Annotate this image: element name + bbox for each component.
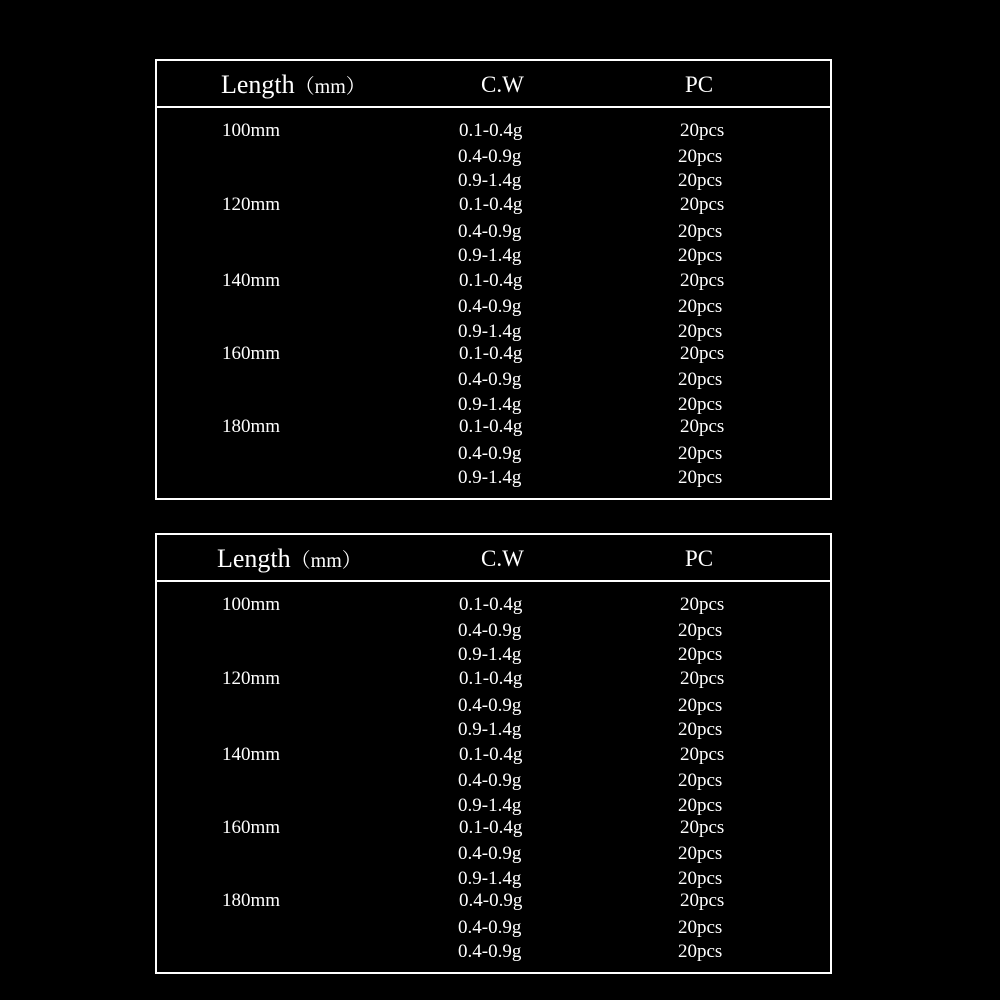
cast-weight-cell: 0.1-0.4g: [459, 817, 523, 838]
table-row: [157, 119, 830, 143]
cast-weight-cell: 0.9-1.4g: [458, 245, 522, 266]
table-row: [157, 694, 830, 718]
table-row: [157, 193, 830, 217]
table-row: [157, 466, 830, 490]
piece-count-cell: 20pcs: [678, 917, 723, 938]
piece-count-cell: 20pcs: [678, 795, 723, 816]
piece-count-cell: 20pcs: [678, 644, 723, 665]
piece-count-cell: 20pcs: [680, 194, 725, 215]
table-row: [157, 295, 830, 319]
length-column-header: [221, 71, 366, 101]
cast-weight-cell: 0.9-1.4g: [458, 868, 522, 889]
piece-count-cell: 20pcs: [680, 343, 725, 364]
piece-count-cell: 20pcs: [680, 744, 725, 765]
length-cell: 120mm: [222, 194, 281, 215]
cast-weight-cell: 0.1-0.4g: [459, 668, 523, 689]
cw-column-header: C.W: [481, 546, 524, 571]
piece-count-cell: 20pcs: [678, 620, 723, 641]
table-row: [157, 368, 830, 392]
table-row: [157, 816, 830, 840]
cast-weight-cell: 0.4-0.9g: [458, 695, 522, 716]
piece-count-cell: 20pcs: [678, 868, 723, 889]
cw-column-header: C.W: [481, 72, 524, 97]
table-header: [157, 535, 830, 582]
cast-weight-cell: 0.1-0.4g: [459, 270, 523, 291]
cast-weight-cell: 0.4-0.9g: [458, 146, 522, 167]
piece-count-cell: 20pcs: [678, 467, 723, 488]
piece-count-cell: 20pcs: [678, 394, 723, 415]
length-cell: 100mm: [222, 594, 281, 615]
length-cell: 180mm: [222, 890, 281, 911]
length-cell: 160mm: [222, 817, 281, 838]
cast-weight-cell: 0.9-1.4g: [458, 644, 522, 665]
piece-count-cell: 20pcs: [678, 443, 723, 464]
piece-count-cell: 20pcs: [678, 941, 723, 962]
cast-weight-cell: 0.9-1.4g: [458, 795, 522, 816]
cast-weight-cell: 0.4-0.9g: [458, 443, 522, 464]
cast-weight-cell: 0.9-1.4g: [458, 719, 522, 740]
cast-weight-cell: 0.4-0.9g: [458, 843, 522, 864]
table-row: [157, 940, 830, 964]
table-row: [157, 320, 830, 344]
table-row: [157, 415, 830, 439]
cast-weight-cell: 0.4-0.9g: [458, 770, 522, 791]
cast-weight-cell: 0.4-0.9g: [458, 369, 522, 390]
table-header: [157, 61, 830, 108]
piece-count-cell: 20pcs: [680, 594, 725, 615]
table-row: [157, 867, 830, 891]
length-cell: 180mm: [222, 416, 281, 437]
table-row: [157, 393, 830, 417]
cast-weight-cell: 0.4-0.9g: [458, 221, 522, 242]
table-row: [157, 643, 830, 667]
cast-weight-cell: 0.1-0.4g: [459, 416, 523, 437]
table-row: [157, 667, 830, 691]
piece-count-cell: 20pcs: [678, 296, 723, 317]
piece-count-cell: 20pcs: [678, 170, 723, 191]
cast-weight-cell: 0.4-0.9g: [459, 890, 523, 911]
table-row: [157, 145, 830, 169]
piece-count-cell: 20pcs: [680, 270, 725, 291]
table-row: [157, 718, 830, 742]
piece-count-cell: 20pcs: [680, 668, 725, 689]
table-row: [157, 743, 830, 767]
table-row: [157, 442, 830, 466]
pc-column-header: PC: [685, 546, 714, 571]
cast-weight-cell: 0.1-0.4g: [459, 343, 523, 364]
piece-count-cell: 20pcs: [680, 416, 725, 437]
cast-weight-cell: 0.9-1.4g: [458, 170, 522, 191]
length-cell: 140mm: [222, 270, 281, 291]
piece-count-cell: 20pcs: [678, 695, 723, 716]
piece-count-cell: 20pcs: [680, 120, 725, 141]
cast-weight-cell: 0.9-1.4g: [458, 467, 522, 488]
table-row: [157, 889, 830, 913]
piece-count-cell: 20pcs: [678, 770, 723, 791]
length-column-header: [217, 545, 362, 575]
length-cell: 100mm: [222, 120, 281, 141]
cast-weight-cell: 0.4-0.9g: [458, 941, 522, 962]
piece-count-cell: 20pcs: [678, 321, 723, 342]
piece-count-cell: 20pcs: [678, 221, 723, 242]
piece-count-cell: 20pcs: [678, 843, 723, 864]
table-row: [157, 244, 830, 268]
cast-weight-cell: 0.9-1.4g: [458, 394, 522, 415]
length-header-unit: （mm）: [290, 550, 362, 572]
length-cell: 160mm: [222, 343, 281, 364]
pc-column-header: PC: [685, 72, 714, 97]
spec-table: [155, 533, 832, 974]
cast-weight-cell: 0.1-0.4g: [459, 194, 523, 215]
table-row: [157, 169, 830, 193]
table-row: [157, 769, 830, 793]
cast-weight-cell: 0.1-0.4g: [459, 744, 523, 765]
table-row: [157, 269, 830, 293]
cast-weight-cell: 0.4-0.9g: [458, 917, 522, 938]
piece-count-cell: 20pcs: [678, 369, 723, 390]
piece-count-cell: 20pcs: [678, 146, 723, 167]
table-row: [157, 220, 830, 244]
piece-count-cell: 20pcs: [680, 890, 725, 911]
table-row: [157, 342, 830, 366]
table-row: [157, 619, 830, 643]
cast-weight-cell: 0.4-0.9g: [458, 296, 522, 317]
cast-weight-cell: 0.9-1.4g: [458, 321, 522, 342]
length-header-unit: （mm）: [294, 76, 366, 98]
table-row: [157, 794, 830, 818]
piece-count-cell: 20pcs: [680, 817, 725, 838]
piece-count-cell: 20pcs: [678, 719, 723, 740]
cast-weight-cell: 0.4-0.9g: [458, 620, 522, 641]
length-cell: 120mm: [222, 668, 281, 689]
length-cell: 140mm: [222, 744, 281, 765]
table-row: [157, 593, 830, 617]
table-row: [157, 916, 830, 940]
piece-count-cell: 20pcs: [678, 245, 723, 266]
table-row: [157, 842, 830, 866]
length-header-label: Length: [217, 544, 291, 573]
cast-weight-cell: 0.1-0.4g: [459, 594, 523, 615]
spec-table: [155, 59, 832, 500]
length-header-label: Length: [221, 70, 295, 99]
cast-weight-cell: 0.1-0.4g: [459, 120, 523, 141]
